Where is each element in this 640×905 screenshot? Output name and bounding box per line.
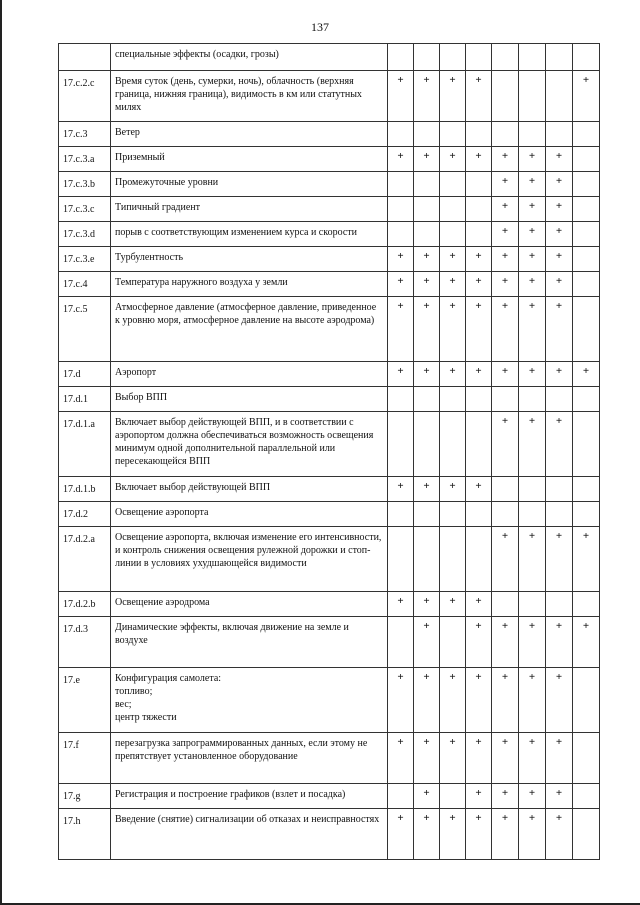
level-mark-cell: +: [388, 668, 414, 733]
level-mark-cell: [414, 527, 440, 592]
level-mark-cell: +: [466, 147, 492, 172]
level-mark-cell: +: [546, 784, 573, 809]
level-mark-cell: [388, 527, 414, 592]
row-code: 17.c.3: [59, 122, 111, 147]
level-mark-cell: [492, 387, 519, 412]
level-mark-cell: +: [519, 147, 546, 172]
level-mark-cell: +: [440, 272, 466, 297]
level-mark-cell: +: [466, 733, 492, 784]
level-mark-cell: +: [492, 147, 519, 172]
level-mark-cell: +: [440, 71, 466, 122]
row-description: Освещение аэропорта, включая изменение его интенсивности, и контроль снижения освещения рулежной дорожки и стоп-линии в условиях ухудшающейся видимости: [111, 527, 388, 592]
table-row: [59, 617, 600, 668]
level-mark-cell: [414, 222, 440, 247]
table-row: [59, 362, 600, 387]
row-description: Динамические эффекты, включая движение на земле и воздухе: [111, 617, 388, 668]
level-mark-cell: [440, 502, 466, 527]
row-code: [59, 44, 111, 71]
level-mark-cell: +: [492, 362, 519, 387]
row-code: 17.d.1.b: [59, 477, 111, 502]
row-description: Турбулентность: [111, 247, 388, 272]
level-mark-cell: [573, 147, 600, 172]
row-code: 17.c.3.d: [59, 222, 111, 247]
row-description: Конфигурация самолета: топливо; вес; центр тяжести: [111, 668, 388, 733]
table-row: [59, 44, 600, 71]
level-mark-cell: +: [388, 809, 414, 860]
level-mark-cell: +: [519, 172, 546, 197]
row-code: 17.h: [59, 809, 111, 860]
level-mark-cell: [466, 172, 492, 197]
row-description: Температура наружного воздуха у земли: [111, 272, 388, 297]
table-row: [59, 71, 600, 122]
level-mark-cell: +: [546, 197, 573, 222]
level-mark-cell: +: [546, 172, 573, 197]
level-mark-cell: [440, 197, 466, 222]
level-mark-cell: +: [519, 784, 546, 809]
table-row: [59, 297, 600, 362]
table-row: [59, 147, 600, 172]
level-mark-cell: +: [414, 297, 440, 362]
row-code: 17.e: [59, 668, 111, 733]
level-mark-cell: [440, 172, 466, 197]
level-mark-cell: +: [466, 477, 492, 502]
level-mark-cell: +: [414, 247, 440, 272]
level-mark-cell: +: [546, 272, 573, 297]
row-description: Выбор ВПП: [111, 387, 388, 412]
level-mark-cell: [573, 222, 600, 247]
level-mark-cell: +: [440, 297, 466, 362]
level-mark-cell: +: [414, 617, 440, 668]
level-mark-cell: [492, 122, 519, 147]
level-mark-cell: [440, 617, 466, 668]
row-description: Ветер: [111, 122, 388, 147]
level-mark-cell: [388, 44, 414, 71]
level-mark-cell: [388, 197, 414, 222]
level-mark-cell: +: [519, 247, 546, 272]
row-description: порыв с соответствующим изменением курса и скорости: [111, 222, 388, 247]
level-mark-cell: [466, 44, 492, 71]
level-mark-cell: [573, 272, 600, 297]
level-mark-cell: +: [466, 592, 492, 617]
level-mark-cell: [492, 477, 519, 502]
level-mark-cell: +: [388, 477, 414, 502]
level-mark-cell: [573, 809, 600, 860]
table-row: [59, 592, 600, 617]
level-mark-cell: +: [414, 147, 440, 172]
level-mark-cell: +: [466, 71, 492, 122]
level-mark-cell: +: [414, 477, 440, 502]
level-mark-cell: +: [492, 412, 519, 477]
level-mark-cell: +: [492, 809, 519, 860]
level-mark-cell: +: [466, 784, 492, 809]
level-mark-cell: [440, 527, 466, 592]
table-row: [59, 412, 600, 477]
table-row: [59, 733, 600, 784]
table-row: [59, 247, 600, 272]
level-mark-cell: [388, 412, 414, 477]
table-row: [59, 222, 600, 247]
level-mark-cell: +: [546, 222, 573, 247]
level-mark-cell: +: [414, 784, 440, 809]
level-mark-cell: +: [414, 809, 440, 860]
level-mark-cell: +: [492, 668, 519, 733]
level-mark-cell: +: [414, 272, 440, 297]
level-mark-cell: +: [388, 733, 414, 784]
level-mark-cell: [546, 71, 573, 122]
level-mark-cell: +: [440, 733, 466, 784]
level-mark-cell: +: [388, 272, 414, 297]
level-mark-cell: +: [519, 809, 546, 860]
row-code: 17.c.3.e: [59, 247, 111, 272]
level-mark-cell: [414, 412, 440, 477]
level-mark-cell: +: [388, 592, 414, 617]
row-code: 17.c.2.c: [59, 71, 111, 122]
level-mark-cell: +: [546, 147, 573, 172]
table-row: [59, 809, 600, 860]
level-mark-cell: +: [440, 362, 466, 387]
level-mark-cell: [388, 784, 414, 809]
level-mark-cell: [466, 412, 492, 477]
level-mark-cell: +: [466, 362, 492, 387]
level-mark-cell: [388, 172, 414, 197]
level-mark-cell: +: [573, 362, 600, 387]
level-mark-cell: [519, 122, 546, 147]
row-code: 17.d: [59, 362, 111, 387]
level-mark-cell: [546, 122, 573, 147]
level-mark-cell: +: [573, 617, 600, 668]
level-mark-cell: +: [519, 362, 546, 387]
row-code: 17.d.2.a: [59, 527, 111, 592]
level-mark-cell: [440, 387, 466, 412]
page-left-border: [0, 0, 2, 905]
level-mark-cell: +: [388, 147, 414, 172]
level-mark-cell: +: [414, 733, 440, 784]
row-code: 17.d.2.b: [59, 592, 111, 617]
level-mark-cell: [466, 502, 492, 527]
level-mark-cell: +: [466, 272, 492, 297]
level-mark-cell: [546, 387, 573, 412]
row-code: 17.c.3.b: [59, 172, 111, 197]
level-mark-cell: +: [519, 297, 546, 362]
level-mark-cell: +: [546, 412, 573, 477]
row-description: Типичный градиент: [111, 197, 388, 222]
level-mark-cell: +: [546, 733, 573, 784]
level-mark-cell: [466, 527, 492, 592]
level-mark-cell: +: [466, 617, 492, 668]
level-mark-cell: +: [492, 784, 519, 809]
level-mark-cell: [440, 44, 466, 71]
level-mark-cell: [573, 297, 600, 362]
level-mark-cell: +: [466, 247, 492, 272]
level-mark-cell: +: [546, 362, 573, 387]
level-mark-cell: +: [440, 809, 466, 860]
level-mark-cell: [519, 71, 546, 122]
table-row: [59, 172, 600, 197]
level-mark-cell: +: [440, 477, 466, 502]
table-row: [59, 122, 600, 147]
level-mark-cell: [414, 197, 440, 222]
row-code: 17.d.1: [59, 387, 111, 412]
level-mark-cell: [414, 44, 440, 71]
level-mark-cell: +: [546, 247, 573, 272]
level-mark-cell: +: [519, 222, 546, 247]
level-mark-cell: [546, 44, 573, 71]
row-code: 17.c.4: [59, 272, 111, 297]
table-row: [59, 502, 600, 527]
level-mark-cell: [466, 387, 492, 412]
level-mark-cell: [519, 44, 546, 71]
level-mark-cell: +: [466, 297, 492, 362]
level-mark-cell: [388, 222, 414, 247]
level-mark-cell: +: [519, 272, 546, 297]
level-mark-cell: +: [388, 71, 414, 122]
level-mark-cell: +: [519, 412, 546, 477]
level-mark-cell: +: [466, 668, 492, 733]
level-mark-cell: +: [519, 668, 546, 733]
row-description: Аэропорт: [111, 362, 388, 387]
level-mark-cell: [519, 387, 546, 412]
level-mark-cell: +: [440, 592, 466, 617]
level-mark-cell: +: [466, 809, 492, 860]
level-mark-cell: +: [492, 222, 519, 247]
level-mark-cell: [492, 71, 519, 122]
level-mark-cell: [573, 44, 600, 71]
level-mark-cell: +: [414, 592, 440, 617]
level-mark-cell: +: [388, 362, 414, 387]
level-mark-cell: [519, 592, 546, 617]
level-mark-cell: +: [492, 247, 519, 272]
row-code: 17.c.5: [59, 297, 111, 362]
row-description: Введение (снятие) сигнализации об отказах и неисправностях: [111, 809, 388, 860]
row-description: Приземный: [111, 147, 388, 172]
row-description: Регистрация и построение графиков (взлет и посадка): [111, 784, 388, 809]
level-mark-cell: [573, 784, 600, 809]
level-mark-cell: [573, 197, 600, 222]
level-mark-cell: [573, 247, 600, 272]
level-mark-cell: +: [546, 297, 573, 362]
level-mark-cell: [440, 784, 466, 809]
level-mark-cell: +: [546, 668, 573, 733]
level-mark-cell: +: [492, 733, 519, 784]
level-mark-cell: [466, 197, 492, 222]
level-mark-cell: +: [519, 617, 546, 668]
level-mark-cell: [546, 477, 573, 502]
level-mark-cell: +: [414, 71, 440, 122]
level-mark-cell: +: [492, 617, 519, 668]
level-mark-cell: [388, 502, 414, 527]
table-row: [59, 477, 600, 502]
level-mark-cell: [519, 502, 546, 527]
table-row: [59, 668, 600, 733]
level-mark-cell: [440, 412, 466, 477]
level-mark-cell: [440, 122, 466, 147]
row-description: Включает выбор действующей ВПП: [111, 477, 388, 502]
level-mark-cell: +: [546, 527, 573, 592]
level-mark-cell: +: [492, 197, 519, 222]
row-description: перезагрузка запрограммированных данных, если этому не препятствует установленное оборудование: [111, 733, 388, 784]
level-mark-cell: +: [519, 527, 546, 592]
level-mark-cell: [440, 222, 466, 247]
level-mark-cell: +: [492, 272, 519, 297]
page-number: 137: [311, 20, 329, 34]
table-row: [59, 197, 600, 222]
level-mark-cell: [388, 617, 414, 668]
level-mark-cell: [546, 592, 573, 617]
level-mark-cell: [492, 502, 519, 527]
table-row: [59, 784, 600, 809]
level-mark-cell: +: [388, 247, 414, 272]
table-row: [59, 387, 600, 412]
level-mark-cell: [414, 387, 440, 412]
level-mark-cell: +: [492, 527, 519, 592]
row-code: 17.f: [59, 733, 111, 784]
level-mark-cell: [388, 387, 414, 412]
table-body: [59, 44, 600, 860]
level-mark-cell: +: [573, 71, 600, 122]
level-mark-cell: [414, 172, 440, 197]
level-mark-cell: +: [414, 362, 440, 387]
level-mark-cell: +: [388, 297, 414, 362]
row-description: Освещение аэропорта: [111, 502, 388, 527]
level-mark-cell: +: [519, 197, 546, 222]
row-code: 17.c.3.c: [59, 197, 111, 222]
level-mark-cell: [414, 502, 440, 527]
level-mark-cell: [414, 122, 440, 147]
row-code: 17.d.3: [59, 617, 111, 668]
level-mark-cell: +: [519, 733, 546, 784]
level-mark-cell: [546, 502, 573, 527]
level-mark-cell: [573, 172, 600, 197]
level-mark-cell: [573, 477, 600, 502]
row-code: 17.c.3.a: [59, 147, 111, 172]
level-mark-cell: +: [414, 668, 440, 733]
level-mark-cell: [466, 122, 492, 147]
level-mark-cell: +: [440, 668, 466, 733]
level-mark-cell: +: [440, 247, 466, 272]
level-mark-cell: [519, 477, 546, 502]
row-description: Промежуточные уровни: [111, 172, 388, 197]
level-mark-cell: +: [492, 172, 519, 197]
level-mark-cell: +: [546, 617, 573, 668]
row-description: Время суток (день, сумерки, ночь), облачность (верхняя граница, нижняя граница), видимость в км или статутных милях: [111, 71, 388, 122]
level-mark-cell: +: [546, 809, 573, 860]
level-mark-cell: [466, 222, 492, 247]
row-code: 17.d.1.a: [59, 412, 111, 477]
row-code: 17.g: [59, 784, 111, 809]
row-code: 17.d.2: [59, 502, 111, 527]
row-description: специальные эффекты (осадки, грозы): [111, 44, 388, 71]
simulator-features-table: [58, 43, 600, 860]
table-row: [59, 272, 600, 297]
level-mark-cell: [388, 122, 414, 147]
level-mark-cell: [573, 592, 600, 617]
level-mark-cell: [492, 592, 519, 617]
table-row: [59, 527, 600, 592]
level-mark-cell: [573, 122, 600, 147]
row-description: Атмосферное давление (атмосферное давление, приведенное к уровню моря, атмосферное давление на высоте аэродрома): [111, 297, 388, 362]
row-description: Освещение аэродрома: [111, 592, 388, 617]
level-mark-cell: [573, 387, 600, 412]
level-mark-cell: +: [573, 527, 600, 592]
level-mark-cell: [573, 733, 600, 784]
level-mark-cell: [492, 44, 519, 71]
level-mark-cell: [573, 412, 600, 477]
level-mark-cell: [573, 668, 600, 733]
level-mark-cell: +: [492, 297, 519, 362]
row-description: Включает выбор действующей ВПП, и в соответствии с аэропортом должна обеспечиваться возможность освещения минимум одной дополнительной параллельной или пересекающейся ВПП: [111, 412, 388, 477]
level-mark-cell: [573, 502, 600, 527]
level-mark-cell: +: [440, 147, 466, 172]
